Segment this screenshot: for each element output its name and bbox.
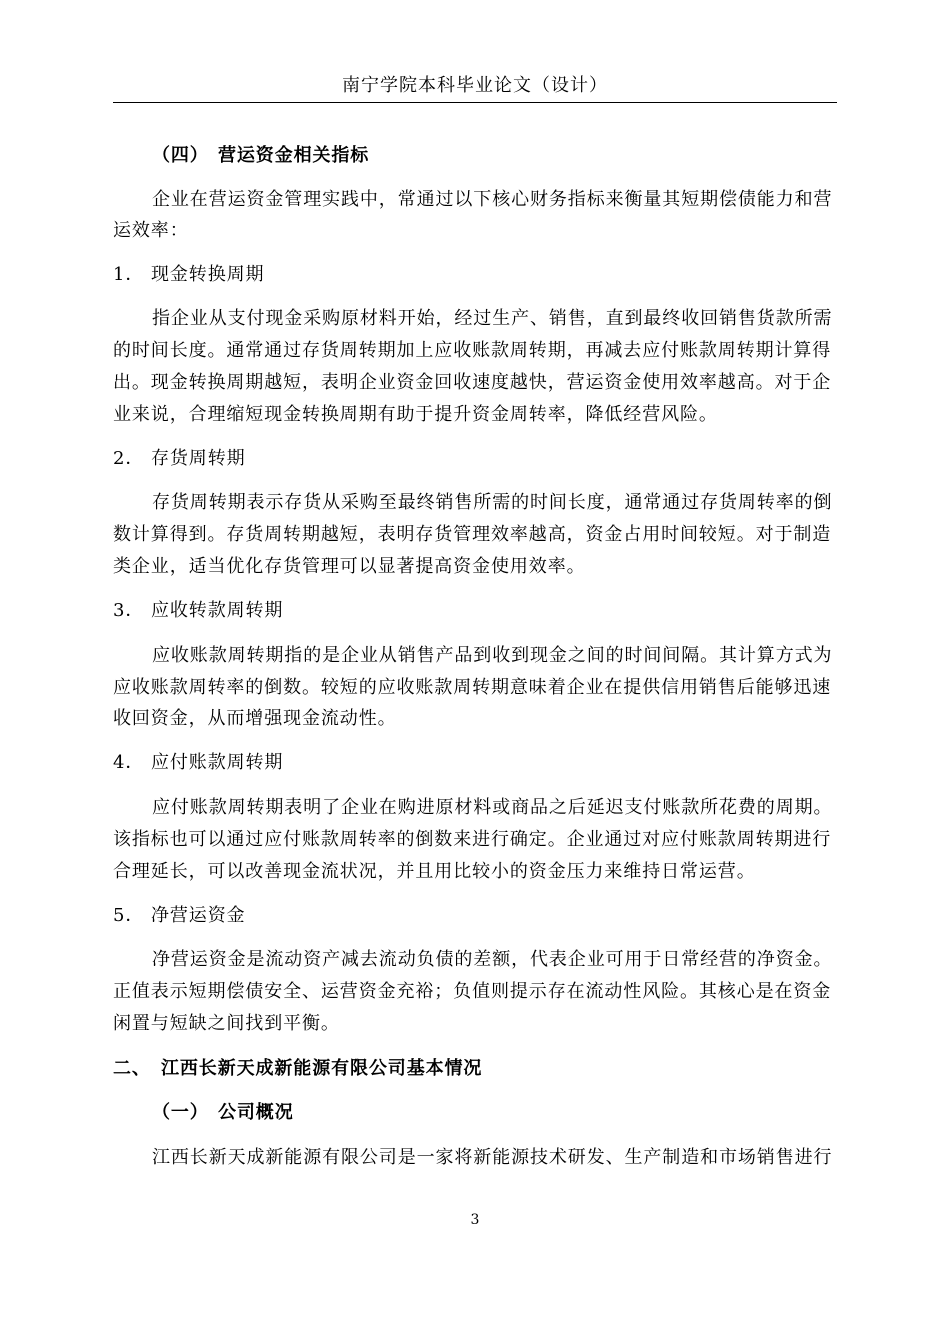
paragraph-line: 正值表示短期偿债安全、运营资金充裕；负值则提示存在流动性风险。其核心是在资金 xyxy=(113,981,832,1002)
section-title: 公司概况 xyxy=(218,1102,294,1123)
list-title: 应收转款周转期 xyxy=(151,600,284,621)
paragraph-line: 的时间长度。通常通过存货周转期加上应收账款周转期，再减去应付账款周转期计算得 xyxy=(113,340,832,361)
paragraph-line: 应付账款周转期表明了企业在购进原材料或商品之后延迟支付账款所花费的周期。 xyxy=(152,797,833,818)
paragraph-line: 合理延长，可以改善现金流状况，并且用比较小的资金压力来维持日常运营。 xyxy=(113,861,756,882)
list-item-heading-5 xyxy=(113,903,841,929)
paragraph-line: 企业在营运资金管理实践中，常通过以下核心财务指标来衡量其短期偿债能力和营 xyxy=(152,189,833,210)
paragraph-line: 应收账款周转期指的是企业从销售产品到收到现金之间的时间间隔。其计算方式为 xyxy=(152,645,833,666)
page-number: 3 xyxy=(470,1212,480,1228)
paragraph-line: 存货周转期表示存货从采购至最终销售所需的时间长度，通常通过存货周转率的倒 xyxy=(152,492,833,513)
chapter-title: 江西长新天成新能源有限公司基本情况 xyxy=(161,1058,483,1079)
paragraph-line: 指企业从支付现金采购原材料开始，经过生产、销售，直到最终收回销售货款所需 xyxy=(152,308,833,329)
paragraph-line: 业来说，合理缩短现金转换周期有助于提升资金周转率，降低经营风险。 xyxy=(113,404,718,425)
list-title: 存货周转期 xyxy=(151,448,246,469)
list-item-heading-4 xyxy=(113,750,841,776)
header-rule xyxy=(113,102,837,103)
paragraph-line: 闲置与短缺之间找到平衡。 xyxy=(113,1013,340,1034)
paragraph-line: 类企业，适当优化存货管理可以显著提高资金使用效率。 xyxy=(113,556,586,577)
paragraph-line: 净营运资金是流动资产减去流动负债的差额，代表企业可用于日常经营的净资金。 xyxy=(152,949,833,970)
list-title: 应付账款周转期 xyxy=(151,752,284,773)
list-number: 5． xyxy=(113,905,145,926)
section-number: （四） xyxy=(152,145,209,166)
section-heading-4 xyxy=(152,143,880,169)
list-number: 2． xyxy=(113,448,145,469)
list-number: 3． xyxy=(113,600,145,621)
section-title: 营运资金相关指标 xyxy=(218,145,370,166)
list-title: 净营运资金 xyxy=(151,905,246,926)
paragraph-line: 出。现金转换周期越短，表明企业资金回收速度越快，营运资金使用效率越高。对于企 xyxy=(113,372,832,393)
chapter-number: 二、 xyxy=(113,1058,151,1079)
list-item-heading-1 xyxy=(113,262,841,288)
paragraph-line: 应收账款周转率的倒数。较短的应收账款周转期意味着企业在提供信用销售后能够迅速 xyxy=(113,677,832,698)
running-header: 南宁学院本科毕业论文（设计） xyxy=(342,75,608,96)
list-item-heading-3 xyxy=(113,598,841,624)
paragraph-line: 收回资金，从而增强现金流动性。 xyxy=(113,708,397,729)
list-number: 4． xyxy=(113,752,145,773)
chapter-heading-2 xyxy=(113,1056,841,1082)
paragraph-line: 该指标也可以通过应付账款周转率的倒数来进行确定。企业通过对应付账款周转期进行 xyxy=(113,829,832,850)
list-title: 现金转换周期 xyxy=(151,264,265,285)
section-number: （一） xyxy=(152,1102,209,1123)
paragraph-line: 数计算得到。存货周转期越短，表明存货管理效率越高，资金占用时间较短。对于制造 xyxy=(113,524,832,545)
paragraph-line: 江西长新天成新能源有限公司是一家将新能源技术研发、生产制造和市场销售进行 xyxy=(152,1147,833,1168)
list-number: 1． xyxy=(113,264,145,285)
list-item-heading-2 xyxy=(113,446,841,472)
section-heading-1 xyxy=(152,1100,880,1126)
paragraph-line: 运效率： xyxy=(113,220,189,241)
